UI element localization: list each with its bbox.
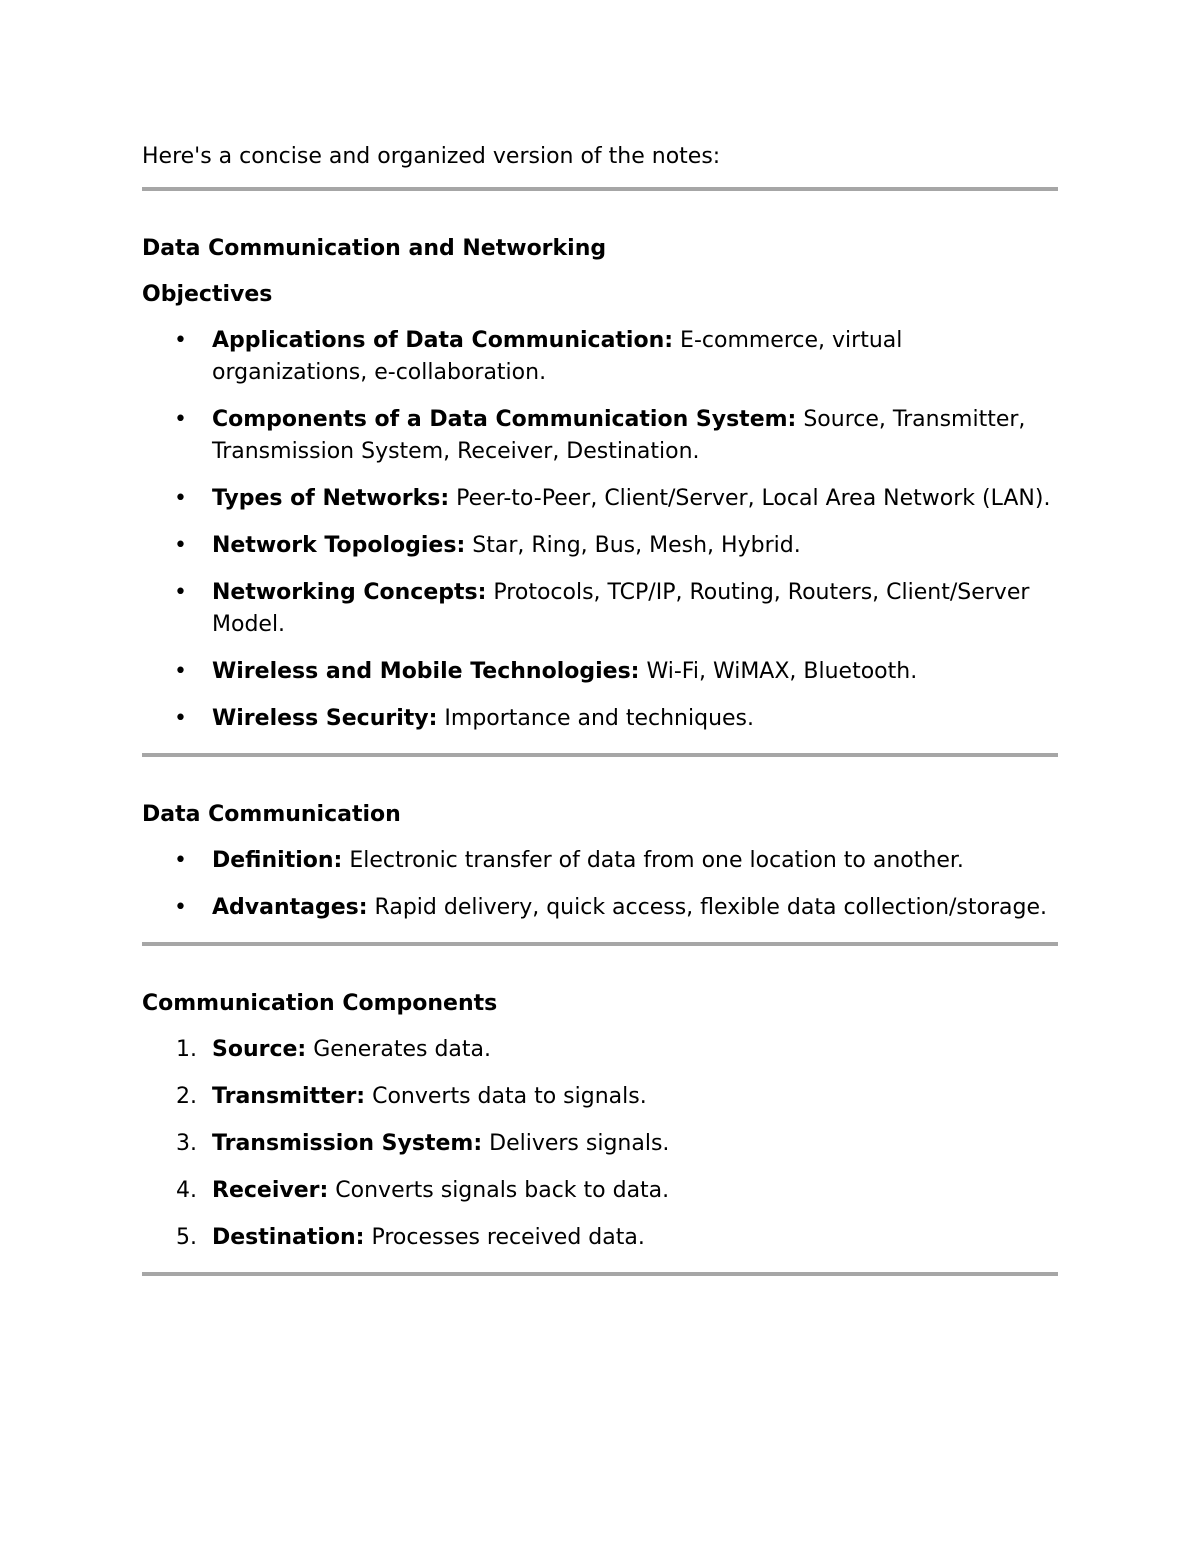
bullet-icon: • xyxy=(174,706,187,731)
bullet-icon: • xyxy=(174,328,187,353)
item-term: Applications of Data Communication: xyxy=(212,328,674,353)
item-text: Processes received data. xyxy=(371,1225,645,1250)
item-text: E-commerce, virtual organizations, e-collaboration. xyxy=(212,328,903,385)
bullet-icon: • xyxy=(174,580,187,605)
divider xyxy=(142,187,1058,191)
item-number: 4. xyxy=(176,1178,197,1203)
list-item xyxy=(142,656,1058,688)
list-item xyxy=(142,892,1058,924)
list-item xyxy=(142,483,1058,515)
components-heading: Communication Components xyxy=(142,991,498,1016)
list-item xyxy=(142,1128,1058,1160)
item-term: Networking Concepts: xyxy=(212,580,487,605)
document-content xyxy=(142,141,1058,1276)
list-item xyxy=(142,1222,1058,1254)
bullet-icon: • xyxy=(174,407,187,432)
item-text: Star, Ring, Bus, Mesh, Hybrid. xyxy=(472,533,801,558)
components-list xyxy=(142,1034,1058,1254)
item-term: Components of a Data Communication System: xyxy=(212,407,797,432)
list-item xyxy=(142,845,1058,877)
main-title: Data Communication and Networking xyxy=(142,236,607,261)
list-item xyxy=(142,404,1058,468)
list-item xyxy=(142,325,1058,389)
bullet-icon: • xyxy=(174,895,187,920)
divider xyxy=(142,753,1058,757)
item-number: 1. xyxy=(176,1037,197,1062)
item-text: Converts data to signals. xyxy=(372,1084,647,1109)
item-number: 2. xyxy=(176,1084,197,1109)
item-term: Network Topologies: xyxy=(212,533,466,558)
list-item xyxy=(142,530,1058,562)
list-item xyxy=(142,703,1058,735)
intro-text: Here's a concise and organized version of the notes: xyxy=(142,144,721,169)
item-text: Peer-to-Peer, Client/Server, Local Area Network (LAN). xyxy=(456,486,1051,511)
item-text: Source, Transmitter, Transmission System, Receiver, Destination. xyxy=(212,407,1026,464)
item-term: Definition: xyxy=(212,848,343,873)
item-text: Wi-Fi, WiMAX, Bluetooth. xyxy=(646,659,918,684)
item-text: Generates data. xyxy=(313,1037,491,1062)
item-term: Advantages: xyxy=(212,895,368,920)
bullet-icon: • xyxy=(174,533,187,558)
item-text: Protocols, TCP/IP, Routing, Routers, Client/Server Model. xyxy=(212,580,1030,637)
list-item xyxy=(142,1175,1058,1207)
item-number: 3. xyxy=(176,1131,197,1156)
objectives-heading: Objectives xyxy=(142,282,273,307)
item-term: Receiver: xyxy=(212,1178,329,1203)
bullet-icon: • xyxy=(174,848,187,873)
item-text: Rapid delivery, quick access, flexible data collection/storage. xyxy=(374,895,1047,920)
divider xyxy=(142,942,1058,946)
objectives-list xyxy=(142,325,1058,735)
item-term: Source: xyxy=(212,1037,307,1062)
list-item xyxy=(142,1081,1058,1113)
divider xyxy=(142,1272,1058,1276)
item-term: Destination: xyxy=(212,1225,365,1250)
list-item xyxy=(142,577,1058,641)
item-number: 5. xyxy=(176,1225,197,1250)
data-communication-list xyxy=(142,845,1058,924)
item-term: Transmitter: xyxy=(212,1084,366,1109)
item-term: Transmission System: xyxy=(212,1131,483,1156)
item-text: Converts signals back to data. xyxy=(335,1178,670,1203)
item-term: Wireless and Mobile Technologies: xyxy=(212,659,640,684)
item-term: Wireless Security: xyxy=(212,706,438,731)
item-text: Electronic transfer of data from one location to another. xyxy=(349,848,964,873)
list-item xyxy=(142,1034,1058,1066)
item-term: Types of Networks: xyxy=(212,486,450,511)
bullet-icon: • xyxy=(174,486,187,511)
item-text: Importance and techniques. xyxy=(444,706,755,731)
data-communication-heading: Data Communication xyxy=(142,802,401,827)
bullet-icon: • xyxy=(174,659,187,684)
item-text: Delivers signals. xyxy=(489,1131,670,1156)
